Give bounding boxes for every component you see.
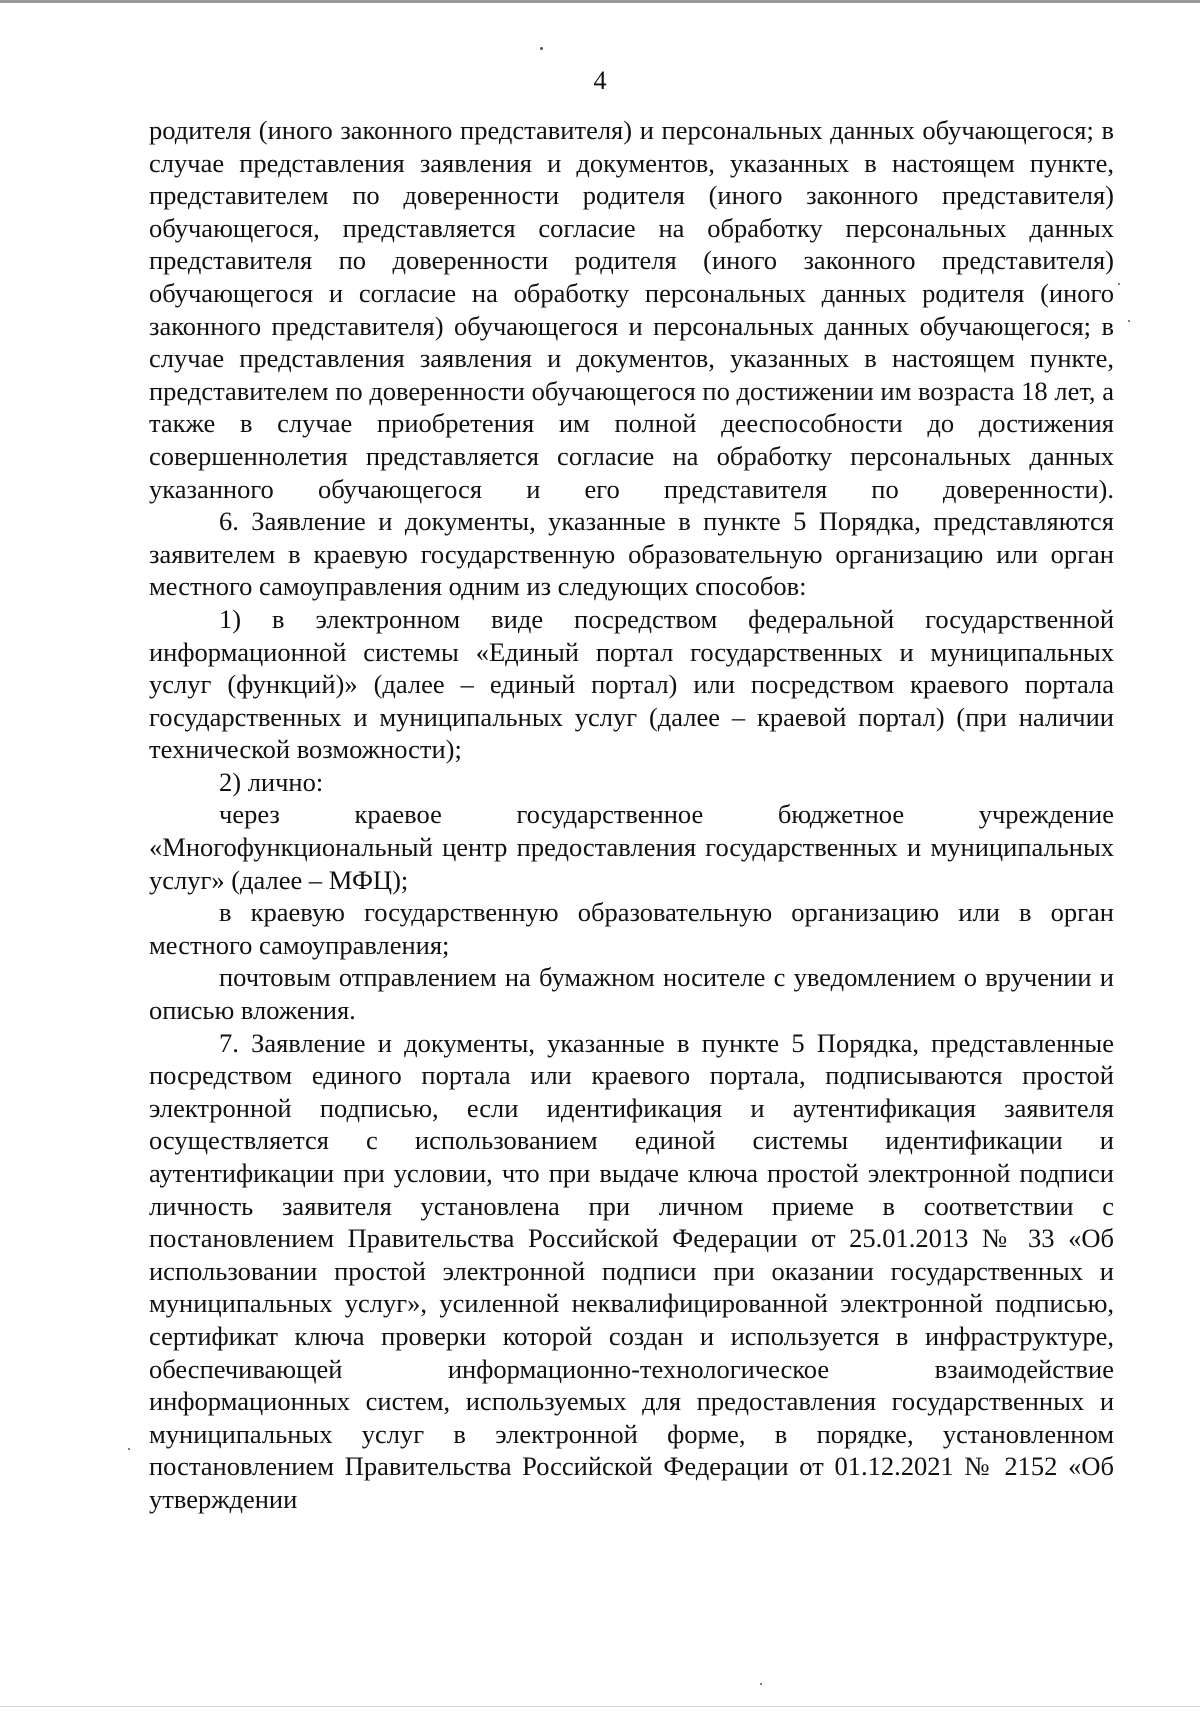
paragraph-item-7: 7. Заявление и документы, указанные в пункте 5 Порядка, представленные посредством единого портала или краевого портала, подписываются простой электронной подписью, если идентификация и аутентификация заявителя осуществляется с использованием единой системы идентификации и аутентификации при условии, что при выдаче ключа простой электронной подписи личность заявителя установлена при личном приеме в соответствии с постановлением Правительства Российской Федерации от 25.01.2013 № 33 «Об использовании простой электронной подписи при оказании государственных и муниципальных услуг», усиленной неквалифицированной электронной подписью, сертификат ключа проверки которой создан и используется в инфраструктуре, обеспечивающей информационно-технологическое взаимодействие информационных систем, используемых для предоставления государственных и муниципальных услуг в электронной форме, в порядке, установленном постановлением Правительства Российской Федерации от 01.12.2021 № 2152 «Об утверждении	[149, 1027, 1114, 1514]
document-body	[149, 114, 1114, 1516]
paragraph-item-6-2: 2) лично:	[219, 766, 324, 797]
bottom-scan-edge	[0, 1706, 1200, 1707]
scan-speck	[1128, 320, 1130, 322]
scan-speck	[128, 1448, 130, 1450]
scan-speck	[760, 1683, 762, 1685]
paragraph-item-6: 6. Заявление и документы, указанные в пункте 5 Порядка, представляются заявителем в краевую государственную образовательную организацию или орган местного самоуправления одним из следующих способов:	[149, 506, 1114, 602]
paragraph-item-6-2-post: почтовым отправлением на бумажном носителе с уведомлением о вручении и описью вложения.	[149, 962, 1114, 1026]
paragraph-item-6-2-mfc: через краевое государственное бюджетное учреждение «Многофункциональный центр предоставления государственных и муниципальных услуг» (далее – МФЦ);	[149, 799, 1114, 895]
page-number: 4	[593, 66, 607, 95]
scan-speck	[540, 47, 543, 50]
scan-speck	[1118, 283, 1120, 285]
paragraph-continuation: родителя (иного законного представителя) и персональных данных обучающегося; в случае представления заявления и документов, указанных в настоящем пункте, представителем по доверенности родителя (иного законного представителя) обучающегося, представляется согласие на обработку персональных данных представителя по доверенности родителя (иного законного представителя) обучающегося и согласие на обработку персональных данных родителя (иного законного представителя) обучающегося и персональных данных обучающегося; в случае представления заявления и документов, указанных в настоящем пункте, представителем по доверенности обучающегося по достижении им возраста 18 лет, а также в случае приобретения им полной дееспособности до достижения совершеннолетия представляется согласие на обработку персональных данных указанного обучающегося и его представителя по доверенности).	[149, 115, 1114, 504]
paragraph-item-6-1: 1) в электронном виде посредством федеральной государственной информационной системы «Единый портал государственных и муниципальных услуг (функций)» (далее – единый портал) или посредством краевого портала государственных и муниципальных услуг (далее – краевой портал) (при наличии технической возможности);	[149, 603, 1114, 765]
paragraph-item-6-2-org: в краевую государственную образовательную организацию или в орган местного самоуправления;	[149, 897, 1114, 960]
top-scan-edge	[0, 0, 1200, 3]
